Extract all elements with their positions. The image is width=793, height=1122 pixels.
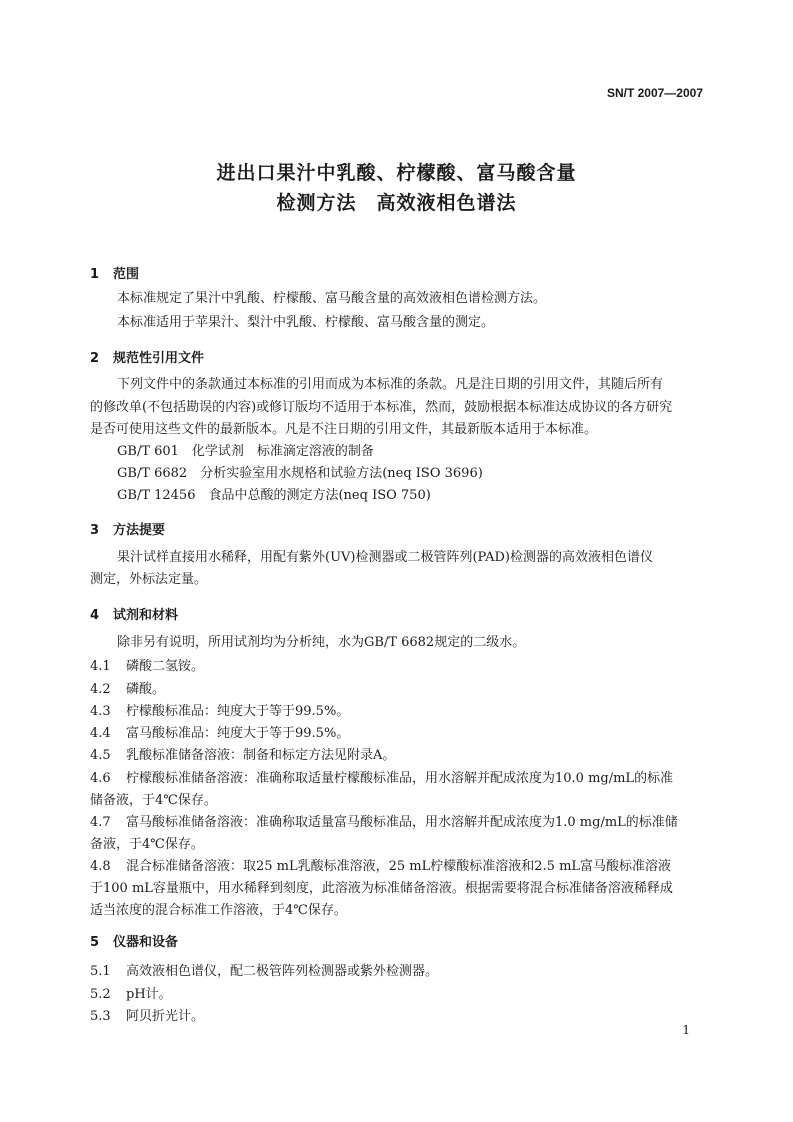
item-number: 4.8 [90,859,111,874]
list-item [90,811,678,830]
item-text: 柠檬酸标准储备溶液：准确称取适量柠檬酸标准品，用水溶解并配成浓度为10.0 mg/mL的标准 [126,771,674,786]
item-number: 4.4 [90,726,111,741]
reference-item: GB/T 12456 食品中总酸的测定方法(neq ISO 750) [117,488,431,503]
list-item [90,678,165,697]
paragraph: 本标准适用于苹果汁、梨汁中乳酸、柠檬酸、富马酸含量的测定。 [117,315,495,330]
paragraph-line: 是否可使用这些文件的最新版本。凡是不注日期的引用文件，其最新版本适用于本标准。 [90,422,598,437]
item-number: 5.3 [90,1009,111,1024]
list-item [90,744,395,763]
list-item-continuation: 储备液，于4℃保存。 [90,793,217,808]
section-title: 试剂和材料 [113,608,179,623]
paragraph-line: 测定，外标法定量。 [90,572,208,587]
section-number: 2 [90,351,100,366]
item-number: 4.2 [90,682,111,697]
paragraph-line: 下列文件中的条款通过本标准的引用而成为本标准的条款。凡是注日期的引用文件，其随后所有 [117,377,664,392]
standard-code: SN/T 2007—2007 [606,86,703,100]
document-title-line2: 检测方法 高效液相色谱法 [276,192,517,214]
item-text: 富马酸标准储备溶液：准确称取适量富马酸标准品，用水溶解并配成浓度为1.0 mg/mL的标准储 [126,815,678,830]
section-number: 4 [90,608,100,623]
item-number: 4.3 [90,704,111,719]
item-number: 4.5 [90,748,111,763]
item-text: 磷酸。 [126,682,166,697]
section-title: 规范性引用文件 [113,351,205,366]
reference-item: GB/T 6682 分析实验室用水规格和试验方法(neq ISO 3696) [117,466,483,481]
item-text: 富马酸标准品：纯度大于等于99.5%。 [126,726,350,741]
list-item [90,983,172,1002]
paragraph: 除非另有说明，所用试剂均为分析纯，水为GB/T 6682规定的二级水。 [117,635,526,650]
item-number: 5.2 [90,987,111,1002]
section-title: 范围 [113,267,140,282]
item-text: 阿贝折光计。 [126,1009,205,1024]
section-4-heading [90,604,178,623]
list-item [90,1005,204,1024]
section-5-heading [90,931,178,950]
list-item [90,855,671,874]
paragraph: 本标准规定了果汁中乳酸、柠檬酸、富马酸含量的高效液相色谱检测方法。 [117,291,547,306]
paragraph-line: 果汁试样直接用水稀释，用配有紫外(UV)检测器或二极管阵列(PAD)检测器的高效液相色谱仪 [117,550,653,565]
section-number: 1 [90,267,100,282]
list-item [90,960,438,979]
list-item [90,700,349,719]
item-number: 4.1 [90,659,111,674]
item-number: 4.6 [90,771,111,786]
list-item-continuation: 适当浓度的混合标准工作溶液，于4℃保存。 [90,903,347,918]
section-title: 方法提要 [113,523,166,538]
section-number: 5 [90,935,100,950]
list-item [90,655,204,674]
item-text: 磷酸二氢铵。 [126,659,205,674]
page-number: 1 [682,1023,690,1037]
section-2-heading [90,347,204,366]
reference-item: GB/T 601 化学试剂 标准滴定溶液的制备 [117,444,374,459]
list-item [90,767,673,786]
list-item [90,722,349,741]
item-number: 4.7 [90,815,111,830]
item-text: 高效液相色谱仪，配二极管阵列检测器或紫外检测器。 [126,964,439,979]
document-title-line1: 进出口果汁中乳酸、柠檬酸、富马酸含量 [216,162,577,184]
section-title: 仪器和设备 [113,935,179,950]
item-text: 柠檬酸标准品：纯度大于等于99.5%。 [126,704,350,719]
item-text: 乳酸标准储备溶液：制备和标定方法见附录A。 [126,748,396,763]
item-text: 混合标准储备溶液：取25 mL乳酸标准溶液，25 mL柠檬酸标准溶液和2.5 mL富马酸标准溶液 [126,859,672,874]
section-number: 3 [90,523,100,538]
item-number: 5.1 [90,964,111,979]
list-item-continuation: 备液，于4℃保存。 [90,837,204,852]
paragraph-line: 的修改单(不包括勘误的内容)或修订版均不适用于本标准，然而，鼓励根据本标准达成协议的各方研究 [90,400,673,415]
list-item-continuation: 于100 mL容量瓶中，用水稀释到刻度，此溶液为标准储备溶液。根据需要将混合标准储备溶液稀释成 [90,881,673,896]
section-3-heading [90,519,165,538]
item-text: pH计。 [126,987,172,1002]
section-1-heading [90,263,139,282]
